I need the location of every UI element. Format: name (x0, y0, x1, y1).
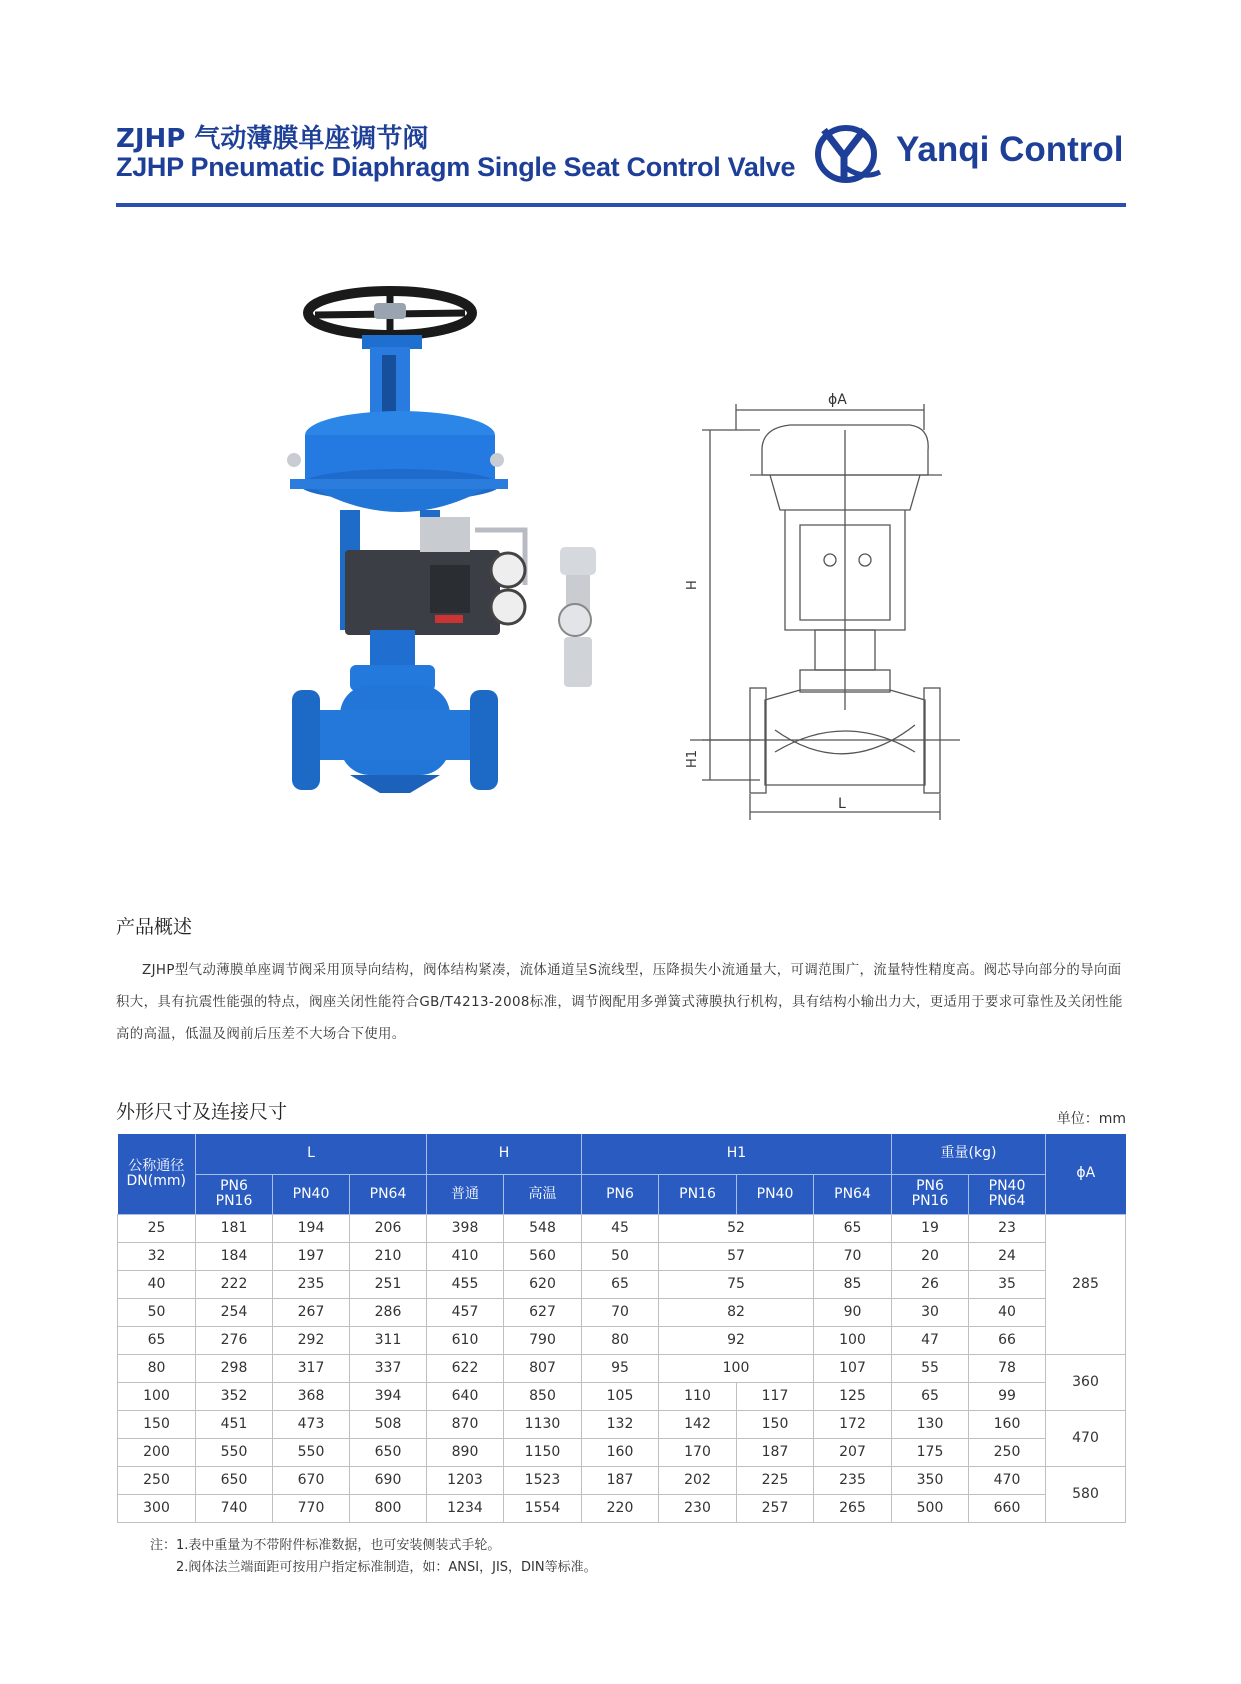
brand-logo (812, 122, 1124, 190)
cell-h1-pn16: 110 (659, 1382, 737, 1410)
cell-h1-pn64: 235 (814, 1466, 892, 1494)
cell-l-pn40: 670 (273, 1466, 350, 1494)
cell-weight-pn6-16: 55 (892, 1354, 969, 1382)
cell-h1-pn64: 100 (814, 1326, 892, 1354)
cell-phiA: 470 (1046, 1410, 1126, 1466)
cell-h-normal: 1203 (427, 1466, 504, 1494)
cell-h1-pn16-40: 100 (659, 1354, 814, 1382)
cell-h1-pn16-40: 57 (659, 1242, 814, 1270)
cell-dn: 40 (118, 1270, 196, 1298)
header-H1-pn40: PN40 (737, 1174, 814, 1214)
header-rule (116, 203, 1126, 207)
cell-l-pn6-16: 181 (196, 1214, 273, 1242)
cell-h1-pn16: 202 (659, 1466, 737, 1494)
dim-label-phiA: ϕA (828, 392, 847, 408)
cell-h1-pn16-40: 82 (659, 1298, 814, 1326)
cell-h1-pn64: 125 (814, 1382, 892, 1410)
header-H1: H1 (582, 1134, 892, 1174)
cell-l-pn64: 337 (350, 1354, 427, 1382)
cell-h1-pn6: 105 (582, 1382, 659, 1410)
cell-h-high: 627 (504, 1298, 582, 1326)
cell-l-pn6-16: 550 (196, 1438, 273, 1466)
cell-h-normal: 622 (427, 1354, 504, 1382)
cell-h1-pn40: 257 (737, 1494, 814, 1522)
cell-h1-pn64: 65 (814, 1214, 892, 1242)
cell-l-pn6-16: 222 (196, 1270, 273, 1298)
cell-l-pn6-16: 184 (196, 1242, 273, 1270)
table-row (118, 1438, 1126, 1466)
cell-h1-pn40: 117 (737, 1382, 814, 1410)
cell-h1-pn6: 65 (582, 1270, 659, 1298)
cell-h1-pn16: 230 (659, 1494, 737, 1522)
cell-h-high: 560 (504, 1242, 582, 1270)
cell-h-high: 620 (504, 1270, 582, 1298)
cell-weight-pn6-16: 350 (892, 1466, 969, 1494)
cell-l-pn40: 267 (273, 1298, 350, 1326)
dimensions-heading: 外形尺寸及连接尺寸 (116, 1101, 288, 1123)
cell-h-normal: 1234 (427, 1494, 504, 1522)
cell-phiA: 360 (1046, 1354, 1126, 1410)
page-title-cn: ZJHP 气动薄膜单座调节阀 (116, 124, 429, 154)
cell-weight-pn6-16: 65 (892, 1382, 969, 1410)
cell-dn: 80 (118, 1354, 196, 1382)
header-weight: 重量(kg) (892, 1134, 1046, 1174)
note-line-1: 注：1.表中重量为不带附件标准数据，也可安装侧装式手轮。 (150, 1538, 501, 1553)
cell-weight-pn40-64: 35 (969, 1270, 1046, 1298)
cell-h1-pn16-40: 52 (659, 1214, 814, 1242)
cell-h1-pn40: 187 (737, 1438, 814, 1466)
overview-text: ZJHP型气动薄膜单座调节阀采用顶导向结构，阀体结构紧凑，流体通道呈S流线型，压降损失小流通量大，可调范围广，流量特性精度高。阀芯导向部分的导向面积大，具有抗震性能强的特点，阀座关闭性能符合GB/T4213-2008标准，调节阀配用多弹簧式薄膜执行机构，具有结构小输出力大，更适用于要求可靠性及关闭性能高的高温，低温及阀前后压差不大场合下使用。 (116, 963, 1123, 1042)
cell-h1-pn6: 45 (582, 1214, 659, 1242)
header-weight-pn6-16: PN6 PN16 (892, 1174, 969, 1214)
cell-weight-pn6-16: 19 (892, 1214, 969, 1242)
header-weight-pn40-64: PN40 PN64 (969, 1174, 1046, 1214)
table-row (118, 1354, 1126, 1382)
cell-weight-pn40-64: 99 (969, 1382, 1046, 1410)
cell-h-normal: 640 (427, 1382, 504, 1410)
cell-l-pn64: 508 (350, 1410, 427, 1438)
cell-weight-pn40-64: 78 (969, 1354, 1046, 1382)
table-row (118, 1214, 1126, 1242)
cell-l-pn40: 292 (273, 1326, 350, 1354)
cell-weight-pn40-64: 660 (969, 1494, 1046, 1522)
cell-h1-pn64: 70 (814, 1242, 892, 1270)
cell-h1-pn6: 132 (582, 1410, 659, 1438)
table-row (118, 1382, 1126, 1410)
dim-label-L: L (838, 796, 846, 812)
cell-weight-pn40-64: 470 (969, 1466, 1046, 1494)
cell-h1-pn64: 265 (814, 1494, 892, 1522)
cell-h1-pn64: 172 (814, 1410, 892, 1438)
cell-l-pn6-16: 276 (196, 1326, 273, 1354)
cell-h-normal: 410 (427, 1242, 504, 1270)
cell-h-high: 850 (504, 1382, 582, 1410)
cell-dn: 25 (118, 1214, 196, 1242)
dimensions-table (117, 1134, 1126, 1523)
cell-h1-pn6: 70 (582, 1298, 659, 1326)
valve-product-photo (270, 285, 620, 845)
cell-l-pn40: 197 (273, 1242, 350, 1270)
cell-l-pn64: 286 (350, 1298, 427, 1326)
cell-weight-pn6-16: 20 (892, 1242, 969, 1270)
cell-l-pn40: 550 (273, 1438, 350, 1466)
cell-h1-pn6: 50 (582, 1242, 659, 1270)
cell-l-pn6-16: 740 (196, 1494, 273, 1522)
table-row (118, 1270, 1126, 1298)
dim-label-H: H (685, 580, 700, 590)
cell-l-pn6-16: 298 (196, 1354, 273, 1382)
cell-h-high: 790 (504, 1326, 582, 1354)
table-row (118, 1326, 1126, 1354)
cell-weight-pn6-16: 130 (892, 1410, 969, 1438)
header-H1-pn6: PN6 (582, 1174, 659, 1214)
cell-dn: 32 (118, 1242, 196, 1270)
cell-weight-pn40-64: 250 (969, 1438, 1046, 1466)
cell-h-normal: 890 (427, 1438, 504, 1466)
cell-l-pn40: 770 (273, 1494, 350, 1522)
cell-weight-pn40-64: 23 (969, 1214, 1046, 1242)
header-L: L (196, 1134, 427, 1174)
cell-h-high: 1130 (504, 1410, 582, 1438)
cell-h1-pn6: 95 (582, 1354, 659, 1382)
cell-h1-pn6: 187 (582, 1466, 659, 1494)
cell-h1-pn64: 90 (814, 1298, 892, 1326)
cell-h1-pn40: 150 (737, 1410, 814, 1438)
cell-h-normal: 610 (427, 1326, 504, 1354)
cell-l-pn64: 650 (350, 1438, 427, 1466)
cell-dn: 300 (118, 1494, 196, 1522)
cell-dn: 250 (118, 1466, 196, 1494)
cell-h-normal: 870 (427, 1410, 504, 1438)
cell-dn: 150 (118, 1410, 196, 1438)
table-notes (150, 1535, 597, 1579)
header-L-pn64: PN64 (350, 1174, 427, 1214)
cell-h-normal: 457 (427, 1298, 504, 1326)
cell-h1-pn6: 220 (582, 1494, 659, 1522)
cell-h1-pn6: 80 (582, 1326, 659, 1354)
header-H-normal: 普通 (427, 1174, 504, 1214)
table-row (118, 1494, 1126, 1522)
cell-weight-pn40-64: 66 (969, 1326, 1046, 1354)
cell-weight-pn6-16: 500 (892, 1494, 969, 1522)
cell-h-high: 1150 (504, 1438, 582, 1466)
cell-weight-pn6-16: 26 (892, 1270, 969, 1298)
cell-phiA: 285 (1046, 1214, 1126, 1354)
cell-l-pn6-16: 254 (196, 1298, 273, 1326)
cell-h-normal: 398 (427, 1214, 504, 1242)
table-row (118, 1242, 1126, 1270)
cell-h1-pn16-40: 92 (659, 1326, 814, 1354)
cell-l-pn64: 800 (350, 1494, 427, 1522)
header-dn: 公称通径 DN(mm) (118, 1134, 196, 1214)
cell-l-pn40: 194 (273, 1214, 350, 1242)
unit-label: 单位：mm (1056, 1111, 1126, 1127)
cell-l-pn40: 317 (273, 1354, 350, 1382)
cell-h1-pn64: 207 (814, 1438, 892, 1466)
cell-h1-pn40: 225 (737, 1466, 814, 1494)
header-H-high: 高温 (504, 1174, 582, 1214)
cell-h1-pn16: 142 (659, 1410, 737, 1438)
yanqi-logo-icon (812, 122, 884, 186)
cell-h-normal: 455 (427, 1270, 504, 1298)
header-H1-pn64: PN64 (814, 1174, 892, 1214)
cell-l-pn64: 394 (350, 1382, 427, 1410)
cell-l-pn40: 235 (273, 1270, 350, 1298)
cell-h1-pn6: 160 (582, 1438, 659, 1466)
cell-weight-pn6-16: 175 (892, 1438, 969, 1466)
cell-l-pn64: 206 (350, 1214, 427, 1242)
cell-l-pn40: 368 (273, 1382, 350, 1410)
cell-dn: 200 (118, 1438, 196, 1466)
cell-h1-pn64: 85 (814, 1270, 892, 1298)
cell-h1-pn16-40: 75 (659, 1270, 814, 1298)
note-line-2: 2.阀体法兰端面距可按用户指定标准制造，如：ANSI，JIS，DIN等标准。 (176, 1560, 597, 1575)
cell-weight-pn40-64: 24 (969, 1242, 1046, 1270)
cell-dn: 50 (118, 1298, 196, 1326)
dim-label-H1: H1 (685, 749, 700, 768)
table-row (118, 1410, 1126, 1438)
cell-l-pn6-16: 650 (196, 1466, 273, 1494)
header-H1-pn16: PN16 (659, 1174, 737, 1214)
table-row (118, 1298, 1126, 1326)
header-phiA: ϕA (1046, 1134, 1126, 1214)
overview-heading: 产品概述 (116, 916, 193, 938)
cell-l-pn64: 690 (350, 1466, 427, 1494)
cell-h-high: 807 (504, 1354, 582, 1382)
header-L-pn40: PN40 (273, 1174, 350, 1214)
cell-h1-pn64: 107 (814, 1354, 892, 1382)
cell-l-pn40: 473 (273, 1410, 350, 1438)
brand-name: Yanqi Control (896, 130, 1124, 169)
cell-l-pn6-16: 352 (196, 1382, 273, 1410)
header-L-pn6-16: PN6 PN16 (196, 1174, 273, 1214)
cell-h-high: 1554 (504, 1494, 582, 1522)
cell-h-high: 548 (504, 1214, 582, 1242)
cell-weight-pn6-16: 47 (892, 1326, 969, 1354)
cell-phiA: 580 (1046, 1466, 1126, 1522)
cell-l-pn64: 311 (350, 1326, 427, 1354)
cell-weight-pn40-64: 40 (969, 1298, 1046, 1326)
cell-l-pn64: 251 (350, 1270, 427, 1298)
cell-h1-pn16: 170 (659, 1438, 737, 1466)
table-row (118, 1466, 1126, 1494)
page-title-en: ZJHP Pneumatic Diaphragm Single Seat Control Valve (116, 152, 796, 182)
header-H: H (427, 1134, 582, 1174)
cell-weight-pn6-16: 30 (892, 1298, 969, 1326)
cell-weight-pn40-64: 160 (969, 1410, 1046, 1438)
cell-dn: 100 (118, 1382, 196, 1410)
cell-h-high: 1523 (504, 1466, 582, 1494)
valve-dimension-drawing (680, 380, 960, 820)
cell-l-pn64: 210 (350, 1242, 427, 1270)
cell-dn: 65 (118, 1326, 196, 1354)
cell-l-pn6-16: 451 (196, 1410, 273, 1438)
